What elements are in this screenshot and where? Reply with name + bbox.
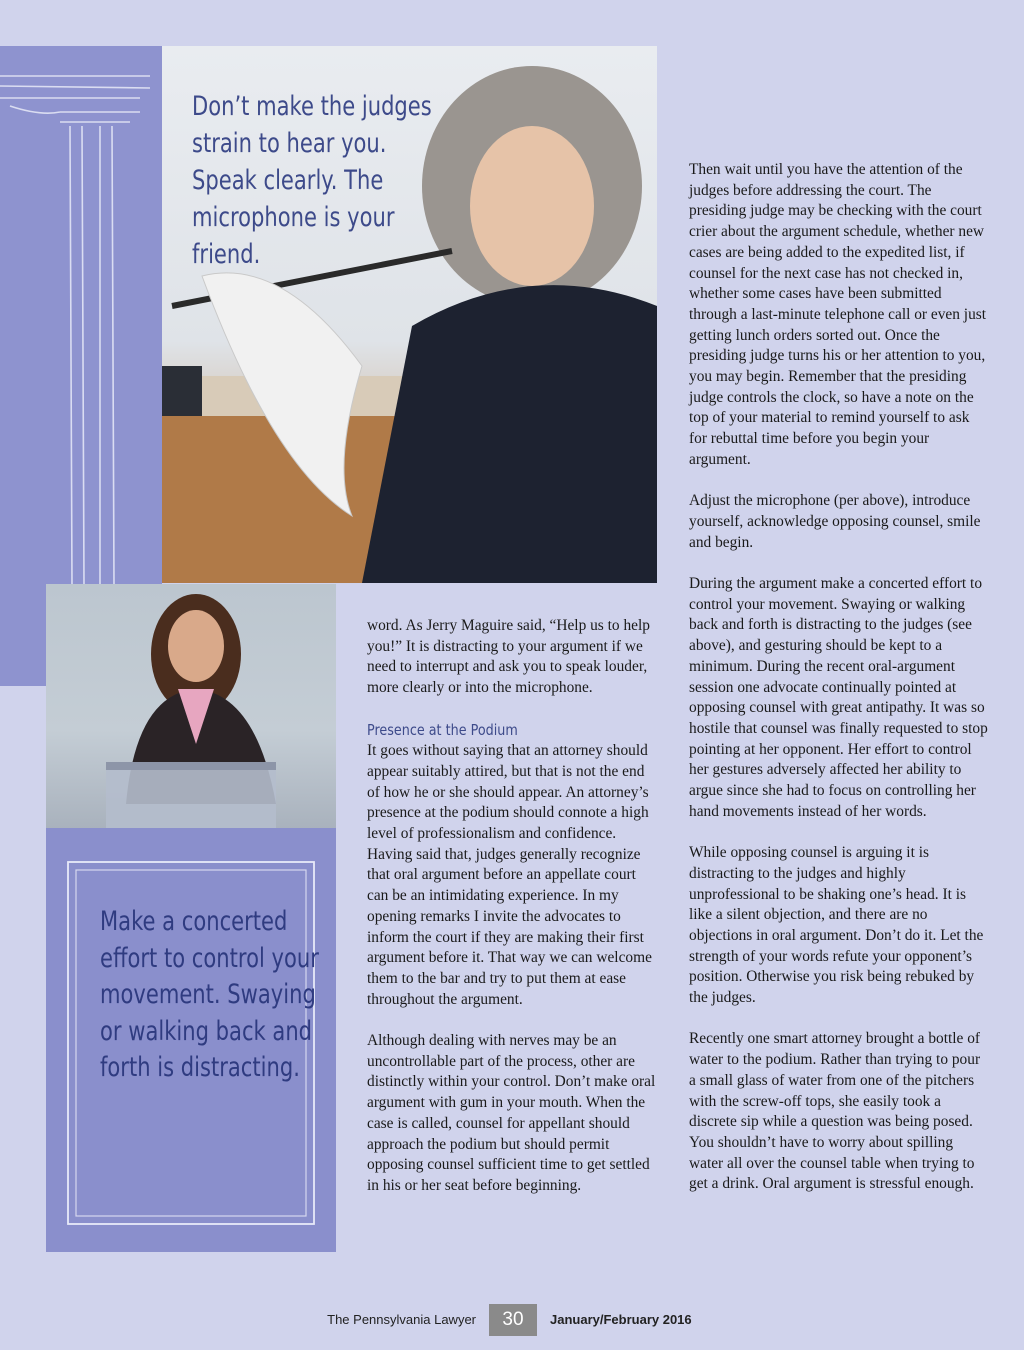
pull-quote-bottom: Make a concerted effort to control your movement. Swaying or walking back and forth is distracting.	[100, 906, 319, 1083]
section-subhead: Presence at the Podium	[367, 720, 518, 739]
paragraph: Although dealing with nerves may be an uncontrollable part of the process, other are distinctly within your control. Don’t make oral argument with gum in your mouth. When the case is called, counsel for appellant should approach the podium but should permit opposing counsel sufficient time to get settled in his or her seat before beginning.	[367, 1032, 656, 1194]
page-footer	[0, 1304, 1024, 1336]
issue-date: January/February 2016	[550, 1312, 692, 1327]
page-number: 30	[489, 1304, 537, 1336]
paragraph: During the argument make a concerted effort to control your movement. Swaying or walking back and forth is distracting to the judges (see above), and gesturing should be kept to a minimum. During the recent oral-argument session one advocate continually pointed at opposing counsel with great antipathy. It was so hostile that counsel was finally requested to stop pointing at her opponent. Her effort to control her gestures adversely affected her ability to argue since she had to focus on controlling her hand movements instead of her words.	[689, 575, 988, 820]
publication-name: The Pennsylvania Lawyer	[327, 1312, 476, 1327]
paragraph: It goes without saying that an attorney should appear suitably attired, but that is not the end of how he or she should appear. An attorney’s presence at the podium should connote a high level of professionalism and confidence. Having said that, judges generally recognize that oral argument before an appellate court can be an intimidating experience. In my opening remarks I invite the advocates to inform the court if they are making their first argument before it. That way we can welcome them to the bar and try to put them at ease throughout the argument.	[367, 742, 652, 1008]
article-column-middle	[367, 616, 659, 1217]
article-column-right	[689, 160, 989, 1216]
pull-quote-top: Don’t make the judges strain to hear you. Speak clearly. The microphone is your friend.	[192, 91, 432, 270]
paragraph: While opposing counsel is arguing it is distracting to the judges and highly unprofessional to be shaking one’s head. It is like a silent objection, and there are no objections in oral argument. Don’t do it. Let the strength of your words refute your opponent’s position. Otherwise you risk being rebuked by the judges.	[689, 844, 984, 1007]
paragraph: word. As Jerry Maguire said, “Help us to help you!” It is distracting to your argument if we need to interrupt and ask you to speak louder, more clearly or into the microphone.	[367, 617, 650, 697]
paragraph: Adjust the microphone (per above), introduce yourself, acknowledge opposing counsel, smile and begin.	[689, 492, 981, 551]
paragraph: Then wait until you have the attention of the judges before addressing the court. The presiding judge may be checking with the court crier about the argument schedule, whether new cases are being added to the expedited list, if counsel for the next case has not checked in, whether some cases have been submitted through a last-minute telephone call or even just getting lunch orders sorted out. Once the presiding judge turns his or her attention to you, you may begin. Remember that the presiding judge controls the clock, so have a note on the top of your material to remind yourself to ask for rebuttal time before you begin your argument.	[689, 161, 987, 468]
paragraph: Recently one smart attorney brought a bottle of water to the podium. Rather than trying to pour a small glass of water from one of the pitchers with the screw-off tops, she easily took a discrete sip while a question was being posed. You shouldn’t have to worry about spilling water all over the counsel table when trying to get a drink. Oral argument is stressful enough.	[689, 1030, 981, 1193]
photo-woman-at-podium	[46, 584, 336, 828]
